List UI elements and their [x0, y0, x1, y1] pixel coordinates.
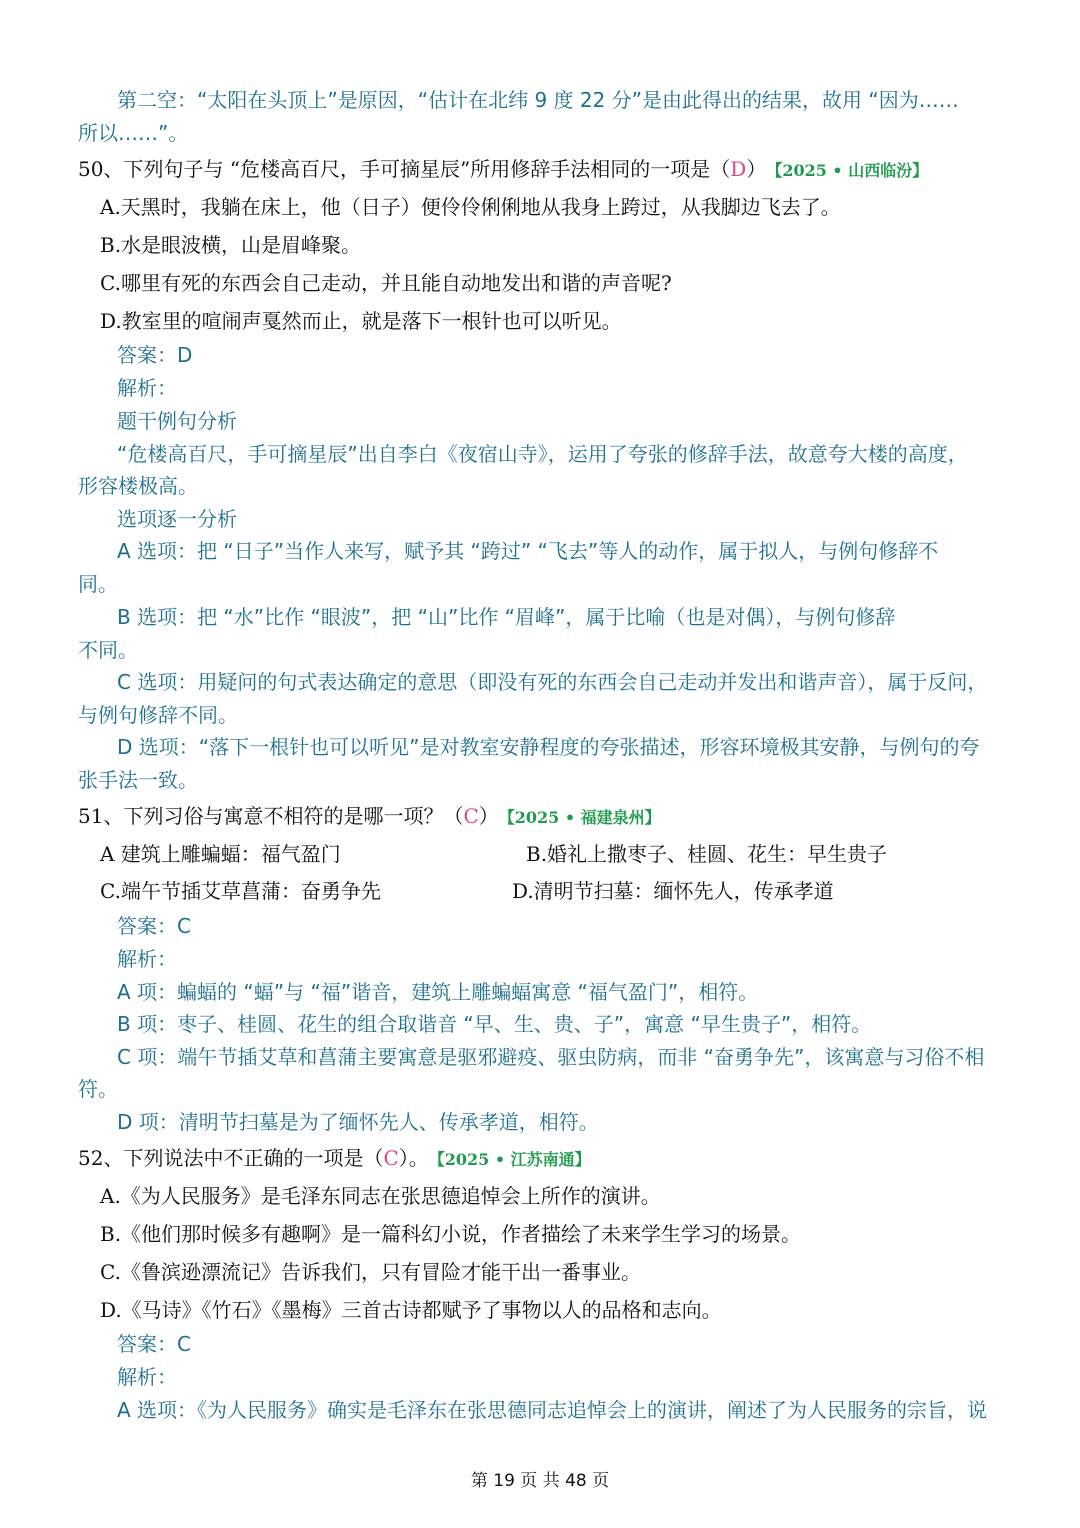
answer-line: 答案：D [117, 343, 193, 367]
question-52-stem [78, 1144, 591, 1174]
answer-line: 答案：C [117, 914, 191, 938]
answer-mark: C [383, 1146, 399, 1170]
question-text-end: ） [746, 157, 767, 181]
prev-analysis-line: 第二空：“太阳在头顶上”是原因，“估计在北纬 9 度 22 分”是由此得出的结果，故用 “因为…… [117, 88, 959, 112]
source-tag: 【2025 • 福建泉州】 [506, 808, 661, 827]
analysis-label: 解析： [117, 947, 177, 971]
analysis-line: B 选项：把 “水”比作 “眼波”，把 “山”比作 “眉峰”，属于比喻（也是对偶），与例句修辞 [117, 605, 896, 629]
analysis-line: A 选项：《为人民服务》确实是毛泽东在张思德同志追悼会上的演讲，阐述了为人民服务的宗旨，说 [117, 1398, 988, 1422]
analysis-line: C 选项：用疑问的句式表达确定的意思（即没有死的东西会自己走动并发出和谐声音），属于反问， [117, 670, 988, 694]
option-a: A.《为人民服务》是毛泽东同志在张思德追悼会上所作的演讲。 [100, 1184, 661, 1208]
question-text-end: ）。 [398, 1146, 429, 1170]
analysis-line: A 项：蝙蝠的 “蝠”与 “福”谐音，建筑上雕蝙蝠寓意 “福气盈门”，相符。 [117, 980, 759, 1004]
analysis-line: D 选项：“落下一根针也可以听见”是对教室安静程度的夸张描述，形容环境极其安静，与例句的夸 [117, 735, 980, 759]
analysis-heading: 选项逐一分析 [117, 507, 237, 531]
option-c: C.《鲁滨逊漂流记》告诉我们，只有冒险才能干出一番事业。 [100, 1260, 641, 1284]
option-d: D.教室里的喧闹声戛然而止，就是落下一根针也可以听见。 [100, 309, 622, 333]
analysis-line: A 选项：把 “日子”当作人来写，赋予其 “跨过” “飞去”等人的动作，属于拟人，与例句修辞不 [117, 539, 939, 563]
option-b: B.水是眼波横，山是眉峰聚。 [100, 233, 362, 257]
analysis-heading: 题干例句分析 [117, 409, 237, 433]
question-text-end: ） [478, 804, 499, 828]
question-text: 51、下列习俗与寓意不相符的是哪一项？（ [78, 804, 464, 828]
analysis-line: 形容楼极高。 [78, 474, 198, 498]
analysis-line: B 项：枣子、桂圆、花生的组合取谐音 “早、生、贵、子”，寓意 “早生贵子”，相符。 [117, 1012, 872, 1036]
analysis-line: “危楼高百尺，手可摘星辰”出自李白《夜宿山寺》，运用了夸张的修辞手法，故意夸大楼的高度， [117, 442, 968, 466]
analysis-line: C 项：端午节插艾草和菖蒲主要寓意是驱邪避疫、驱虫防病，而非 “奋勇争先”，该寓意与习俗不相 [117, 1045, 985, 1069]
question-51-stem [78, 802, 661, 832]
answer-mark: C [463, 804, 479, 828]
option-d: D.《马诗》《竹石》《墨梅》三首古诗都赋予了事物以人的品格和志向。 [100, 1298, 722, 1322]
analysis-line: 与例句修辞不同。 [78, 703, 238, 727]
prev-analysis-line: 所以……”。 [78, 121, 189, 145]
answer-line: 答案：C [117, 1332, 191, 1356]
question-text: 52、下列说法中不正确的一项是（ [78, 1146, 384, 1170]
option-c: C.端午节插艾草菖蒲：奋勇争先 [100, 879, 381, 903]
page-number-footer: 第 19 页 共 48 页 [470, 1471, 610, 1491]
source-tag: 【2025 • 山西临汾】 [774, 161, 929, 180]
question-text: 50、下列句子与 “危楼高百尺，手可摘星辰”所用修辞手法相同的一项是（ [78, 157, 731, 181]
analysis-line: 同。 [78, 572, 118, 596]
option-a: A 建筑上雕蝙蝠：福气盈门 [100, 842, 341, 866]
analysis-line: 张手法一致。 [78, 768, 198, 792]
option-b: B.婚礼上撒枣子、桂圆、花生：早生贵子 [526, 842, 888, 866]
answer-mark: D [730, 157, 747, 181]
option-a: A.天黑时，我躺在床上，他（日子）便伶伶俐俐地从我身上跨过，从我脚边飞去了。 [100, 195, 841, 219]
analysis-line: 符。 [78, 1077, 118, 1101]
option-c: C.哪里有死的东西会自己走动，并且能自动地发出和谐的声音呢? [100, 271, 672, 295]
option-b: B.《他们那时候多有趣啊》是一篇科幻小说，作者描绘了未来学生学习的场景。 [100, 1222, 802, 1246]
option-d: D.清明节扫墓：缅怀先人，传承孝道 [512, 879, 834, 903]
analysis-line: D 项：清明节扫墓是为了缅怀先人、传承孝道，相符。 [117, 1110, 599, 1134]
question-50-stem [78, 155, 928, 185]
source-tag: 【2025 • 江苏南通】 [436, 1150, 591, 1169]
analysis-label: 解析： [117, 1365, 177, 1389]
analysis-line: 不同。 [78, 638, 138, 662]
analysis-label: 解析： [117, 376, 177, 400]
